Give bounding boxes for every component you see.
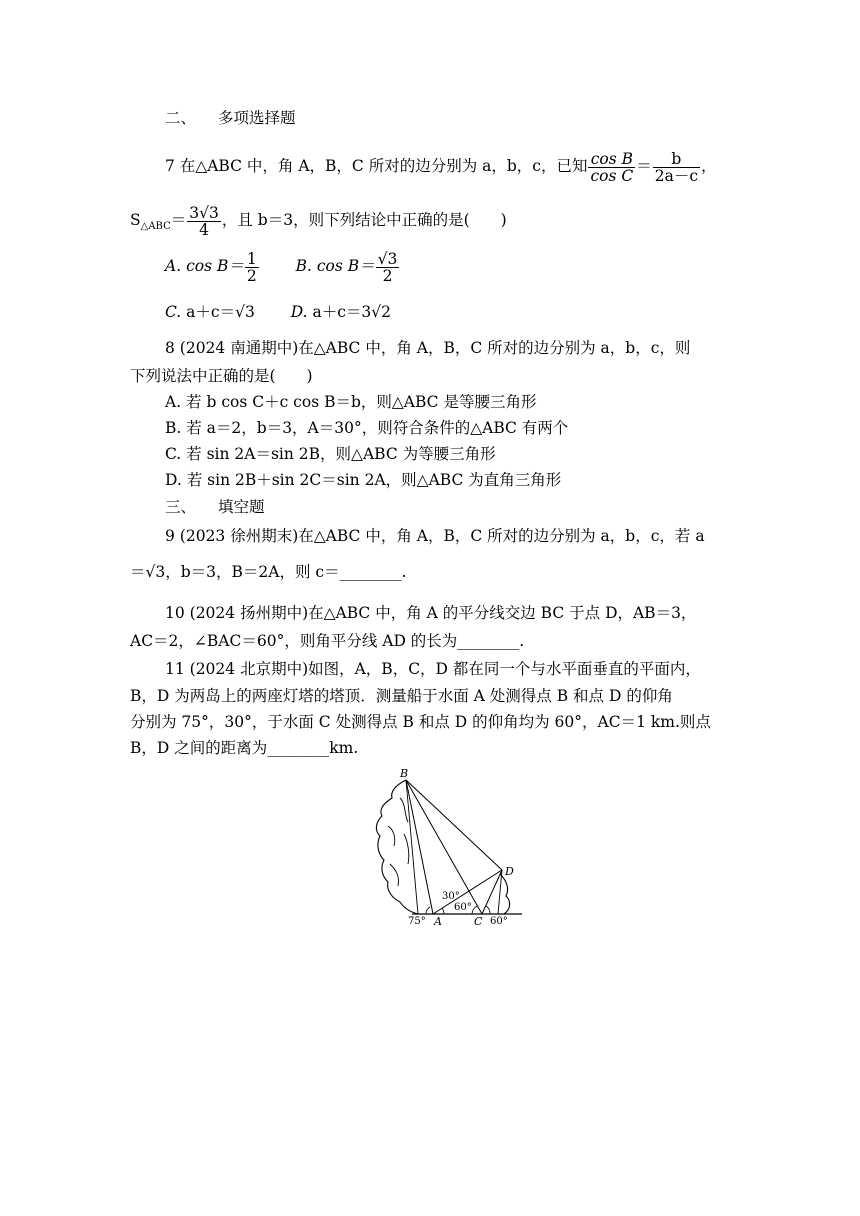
question-10-line-1: 10 (2024 扬州期中)在△ABC 中，角 A 的平分线交边 BC 于点 D，AB＝3， [165,604,697,622]
angle-arc-75 [426,907,430,914]
label-angle-30: 30° [442,891,460,902]
question-9-line-1: 9 (2023 徐州期末)在△ABC 中，角 A，B，C 所对的边分别为 a，b，c，若 a [165,527,705,545]
question-8-line-2: 下列说法中正确的是( ) [130,367,313,385]
question-8-option-b: B. 若 a＝2，b＝3，A＝30°，则符合条件的△ABC 有两个 [165,419,569,437]
label-b: B [400,767,409,780]
left-island-inner-lines [388,798,409,886]
question-9-line-2: ＝√3，b＝3，B＝2A，则 c＝________. [130,563,407,581]
question-8-line-1: 8 (2024 南通期中)在△ABC 中，角 A，B，C 所对的边分别为 a，b，c，则 [165,339,691,357]
label-a: A [434,915,442,928]
question-7-line-1: 7 在△ABC 中，角 A，B，C 所对的边分别为 a，b，c，已知 $\frac{\text{cos B}}{\text{cos C}}$ ＝ $\frac{b}{2a-c}$ ， [165,149,717,185]
section-heading-fill-in: 三、 填空题 [165,498,265,516]
question-10-line-2: AC＝2，∠BAC＝60°，则角平分线 AD 的长为________. [130,632,525,650]
fraction-one-half: $\frac{1}{2}$ [246,249,257,285]
label-angle-60a: 60° [454,902,472,913]
question-11-line-4: B，D 之间的距离为________km. [130,739,359,757]
fraction-root3-half: $\frac{√3}{2}$ [377,249,398,285]
question-8-option-c: C. 若 sin 2A＝sin 2B，则△ABC 为等腰三角形 [165,445,496,463]
question-11-line-1: 11 (2024 北京期中)如图，A，B，C，D 都在同一个与水平面垂直的平面内， [165,660,701,678]
question-7-line-2: $S_{\triangle ABC}=$ $\frac{3√3}{4}$ ，且 b＝3，则下列结论中正确的是( ) [130,203,507,239]
fraction-cosb-cosc: $\frac{\text{cos B}}{\text{cos C}}$ [590,149,634,185]
line-b-d [406,780,502,870]
angle-arc-60b [486,906,490,914]
question-8-option-a: A. 若 b cos C＋c cos B＝b，则△ABC 是等腰三角形 [165,393,537,411]
label-c: C [474,915,483,928]
label-d: D [505,865,514,878]
angle-arc-30 [442,908,444,914]
label-angle-60b: 60° [490,916,508,927]
question-8-option-d: D. 若 sin 2B＋sin 2C＝sin 2A，则△ABC 为直角三角形 [165,471,562,489]
line-b-a [406,780,433,914]
fraction-area: $\frac{3√3}{4}$ [189,203,219,239]
lighthouse-figure [366,764,526,932]
fraction-b-2a-c: $\frac{b}{2a-c}$ [654,149,699,185]
question-11-line-3: 分别为 75°，30°，于水面 C 处测得点 B 和点 D 的仰角均为 60°，AC＝1 km.则点 [130,713,711,731]
question-11-line-2: B，D 为两岛上的两座灯塔的塔顶．测量船于水面 A 处测得点 B 和点 D 的仰角 [130,687,673,705]
label-angle-75: 75° [408,916,426,927]
question-7-options-ab: A. cos B＝ $\frac{1}{2}$ B. cos B＝ $\frac{√3}{2}$ [165,249,398,285]
section-heading-multiple-choice: 二、 多项选择题 [165,109,296,127]
question-7-options-cd: C. a＋c＝√3 D. a＋c＝3√2 [165,303,391,321]
angle-arc-60a [472,906,477,914]
